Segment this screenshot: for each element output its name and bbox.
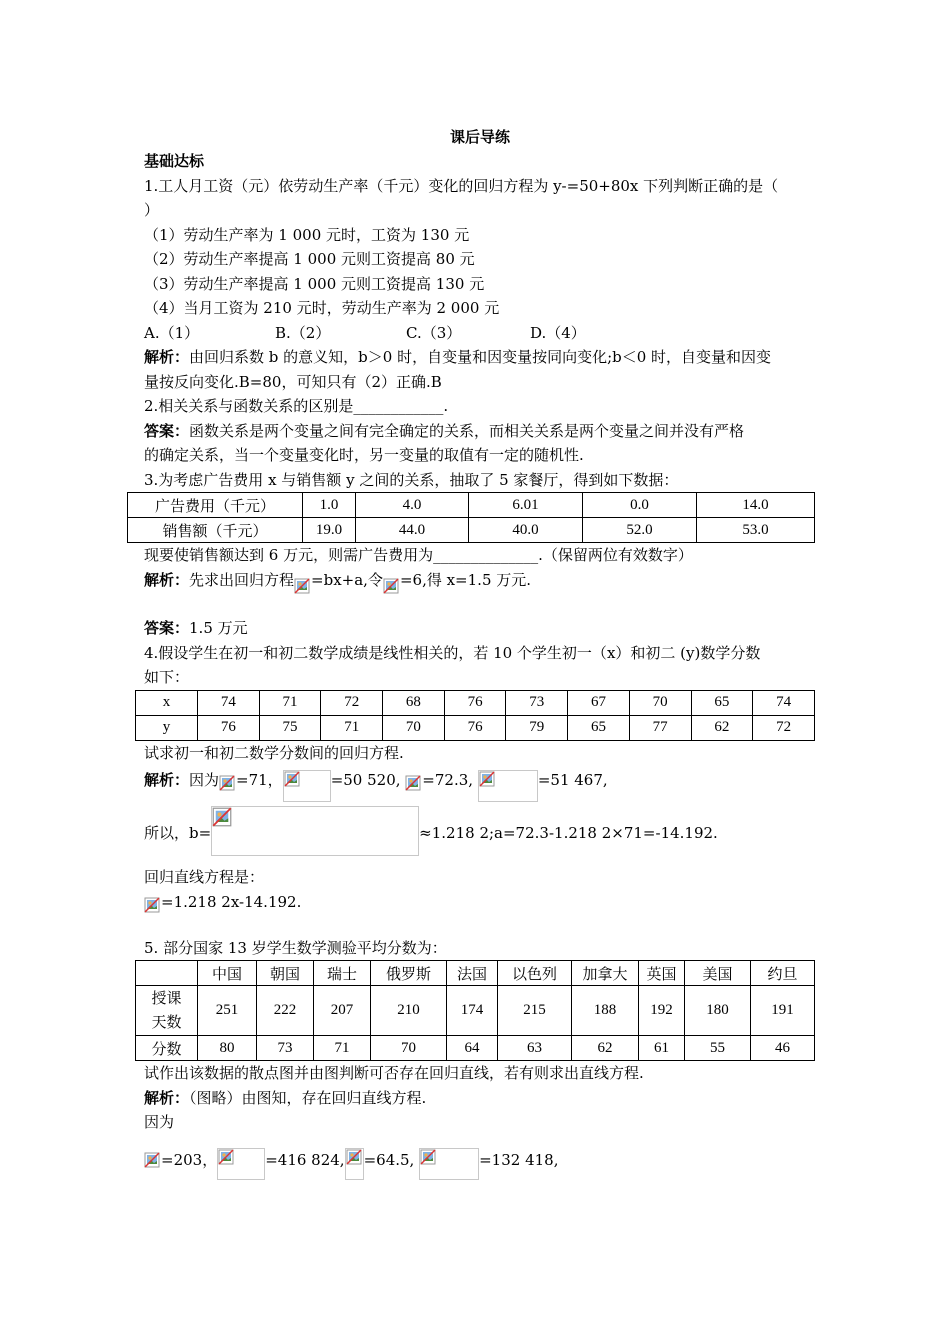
table-cell: 广告费用（千元）	[128, 493, 303, 518]
q5-stem: 5. 部分国家 13 岁学生数学测验平均分数为：	[144, 938, 447, 957]
table-cell: 188	[572, 986, 639, 1036]
formula-image-icon	[219, 775, 236, 797]
table-cell: 62	[691, 715, 753, 740]
formula-image-icon	[383, 578, 400, 600]
q4-analysis-text: =71，	[236, 771, 283, 789]
formula-image-icon	[283, 770, 331, 802]
q5-table	[135, 960, 815, 1061]
formula-image-icon	[294, 578, 311, 600]
table-cell: 70	[383, 715, 445, 740]
table-cell: 销售额（千元）	[128, 518, 303, 543]
table-cell: 46	[751, 1036, 815, 1061]
analysis-label: 解析：	[144, 771, 190, 789]
table-cell: 53.0	[697, 518, 815, 543]
q1-stem: 1.工人月工资（元）依劳动生产率（千元）变化的回归方程为 y-=50+80x 下列判断正确的是（	[144, 176, 779, 195]
q3-analysis	[144, 568, 816, 593]
table-cell: 以色列	[498, 961, 572, 986]
q1-item-3: （3）劳动生产率提高 1 000 元则工资提高 130 元	[144, 274, 485, 293]
q5-analysis	[144, 1086, 816, 1111]
choice-a: A.（1）	[144, 323, 200, 342]
table-cell: 英国	[639, 961, 685, 986]
table-row	[128, 518, 815, 543]
q3-after: 现要使销售额达到 6 万元，则需广告费用为______________.（保留两位有效数字）	[144, 546, 693, 564]
q4-stem-cont: 如下：	[144, 668, 190, 686]
table-cell: 76	[198, 715, 260, 740]
answer-label: 答案：	[144, 421, 190, 440]
q4-analysis-text: 因为	[189, 771, 220, 789]
q5-ask: 试作出该数据的散点图并由图判断可否存在回归直线，若有则求出直线方程.	[144, 1064, 644, 1082]
table-cell: 中国	[198, 961, 257, 986]
document-page	[144, 125, 816, 1181]
table-row	[136, 715, 815, 740]
table-cell: 73	[506, 690, 568, 715]
table-cell: 约旦	[751, 961, 815, 986]
table-cell: 63	[498, 1036, 572, 1061]
table-cell: 52.0	[583, 518, 697, 543]
table-cell: 0.0	[583, 493, 697, 518]
table-cell: 251	[198, 986, 257, 1036]
table-cell: 法国	[447, 961, 498, 986]
table-cell	[136, 961, 198, 986]
q3-analysis-text: =bx+a,令	[311, 570, 383, 589]
table-cell: 70	[629, 690, 691, 715]
q3-analysis-text: 先求出回归方程	[189, 570, 295, 589]
analysis-label: 解析：	[144, 348, 190, 366]
answer-label: 答案：	[144, 619, 190, 637]
q4-b-formula	[144, 803, 816, 863]
q4-line-label: 回归直线方程是：	[144, 868, 265, 886]
choice-c: C.（3）	[406, 323, 462, 342]
table-cell: 瑞士	[314, 961, 371, 986]
q5-values-text: =64.5,	[363, 1150, 415, 1169]
q3-answer-text: 1.5 万元	[189, 619, 248, 637]
formula-image-icon	[211, 806, 419, 856]
table-cell: 19.0	[303, 518, 356, 543]
q1-analysis-text: 由回归系数 b 的意义知，b＞0 时，自变量和因变量按同向变化;b＜0 时，自变量和因变	[189, 348, 772, 366]
section-heading: 基础达标	[144, 152, 205, 170]
q2-answer-cont: 的确定关系，当一个变量变化时，另一变量的取值有一定的随机性.	[144, 446, 584, 464]
table-cell: 76	[444, 715, 506, 740]
table-cell: 74	[198, 690, 260, 715]
row-header: 授课天数	[151, 990, 182, 1031]
q1-analysis	[144, 345, 816, 370]
table-cell: 65	[691, 690, 753, 715]
q5-analysis-text: （图略）由图知，存在回归直线方程.	[189, 1088, 427, 1107]
q3-table	[127, 492, 815, 543]
q5-values-text: =132 418,	[479, 1150, 559, 1169]
table-cell: 192	[639, 986, 685, 1036]
table-cell: 65	[568, 715, 630, 740]
table-row	[136, 961, 815, 986]
table-cell: 64	[447, 1036, 498, 1061]
table-cell: 61	[639, 1036, 685, 1061]
table-cell: 俄罗斯	[371, 961, 447, 986]
q3-answer	[144, 616, 816, 641]
q4-ask: 试求初一和初二数学分数间的回归方程.	[144, 743, 404, 762]
table-cell: 1.0	[303, 493, 356, 518]
q2-answer-text: 函数关系是两个变量之间有完全确定的关系，而相关关系是两个变量之间并没有严格	[189, 421, 745, 440]
table-cell: 79	[506, 715, 568, 740]
choice-d: D.（4）	[530, 323, 586, 342]
formula-image-icon	[419, 1148, 479, 1180]
table-cell	[136, 986, 198, 1036]
q4-equation	[144, 890, 816, 920]
analysis-label: 解析：	[144, 1088, 190, 1107]
table-cell: 77	[629, 715, 691, 740]
table-cell: 71	[314, 1036, 371, 1061]
table-cell: x	[136, 690, 198, 715]
q4-stem: 4.假设学生在初一和初二数学成绩是线性相关的，若 10 个学生初一（x）和初二 (y)数学分数	[144, 643, 761, 662]
formula-image-icon	[345, 1148, 364, 1180]
table-cell: 180	[685, 986, 751, 1036]
formula-image-icon	[217, 1148, 265, 1180]
q2-answer	[144, 419, 816, 444]
q5-values-text: =203，	[161, 1150, 218, 1169]
q1-item-4: （4）当月工资为 210 元时，劳动生产率为 2 000 元	[144, 299, 500, 317]
table-cell: 73	[257, 1036, 314, 1061]
q4-equation-text: =1.218 2x-14.192.	[161, 892, 302, 911]
table-cell: 174	[447, 986, 498, 1036]
table-cell: 朝国	[257, 961, 314, 986]
table-cell: 70	[371, 1036, 447, 1061]
q3-analysis-text: =6,得 x=1.5 万元.	[399, 570, 532, 589]
q4-analysis-text: =51 467,	[537, 771, 608, 789]
formula-image-icon	[478, 770, 538, 802]
table-row	[136, 1036, 815, 1061]
q1-item-1: （1）劳动生产率为 1 000 元时，工资为 130 元	[144, 225, 470, 244]
table-row	[136, 986, 815, 1036]
table-cell: 210	[371, 986, 447, 1036]
table-cell: 71	[321, 715, 383, 740]
table-cell: 67	[568, 690, 630, 715]
table-cell: 72	[753, 715, 815, 740]
table-cell: 14.0	[697, 493, 815, 518]
q1-analysis-cont: 量按反向变化.B=80，可知只有（2）正确.B	[144, 372, 442, 391]
q1-item-2: （2）劳动生产率提高 1 000 元则工资提高 80 元	[144, 250, 475, 268]
q5-values	[144, 1145, 816, 1181]
q4-table	[135, 690, 815, 741]
table-cell: 4.0	[356, 493, 469, 518]
table-cell: 44.0	[356, 518, 469, 543]
q5-values-text: =416 824,	[265, 1150, 345, 1169]
table-cell: 68	[383, 690, 445, 715]
q1-stem-cont: ）	[144, 201, 160, 219]
choice-b: B.（2）	[275, 323, 331, 342]
table-cell: 191	[751, 986, 815, 1036]
table-cell: y	[136, 715, 198, 740]
q3-stem: 3.为考虑广告费用 x 与销售额 y 之间的关系，抽取了 5 家餐厅，得到如下数据：	[144, 470, 679, 489]
q5-because: 因为	[144, 1113, 175, 1131]
table-cell: 分数	[136, 1036, 198, 1061]
formula-image-icon	[144, 897, 161, 921]
q4-b-text: 所以，b=	[144, 824, 212, 842]
table-cell: 75	[259, 715, 321, 740]
q1-choices	[144, 321, 816, 346]
table-cell: 加拿大	[572, 961, 639, 986]
table-cell: 207	[314, 986, 371, 1036]
q4-analysis-text: =50 520,	[330, 771, 401, 789]
q4-analysis	[144, 765, 816, 799]
q4-b-text: ≈1.218 2;a=72.3-1.218 2×71=-14.192.	[419, 824, 718, 842]
table-cell: 6.01	[469, 493, 583, 518]
table-cell: 215	[498, 986, 572, 1036]
q4-analysis-text: =72.3,	[422, 771, 474, 789]
analysis-label: 解析：	[144, 570, 190, 589]
table-row	[128, 493, 815, 518]
table-cell: 74	[753, 690, 815, 715]
table-cell: 美国	[685, 961, 751, 986]
table-cell: 222	[257, 986, 314, 1036]
q2-stem: 2.相关关系与函数关系的区别是____________.	[144, 397, 449, 415]
table-row	[136, 690, 815, 715]
table-cell: 71	[259, 690, 321, 715]
table-cell: 72	[321, 690, 383, 715]
formula-image-icon	[144, 1152, 161, 1176]
formula-image-icon	[405, 775, 422, 797]
table-cell: 55	[685, 1036, 751, 1061]
table-cell: 80	[198, 1036, 257, 1061]
table-cell: 62	[572, 1036, 639, 1061]
page-title: 课后导练	[449, 128, 510, 146]
table-cell: 40.0	[469, 518, 583, 543]
table-cell: 76	[444, 690, 506, 715]
